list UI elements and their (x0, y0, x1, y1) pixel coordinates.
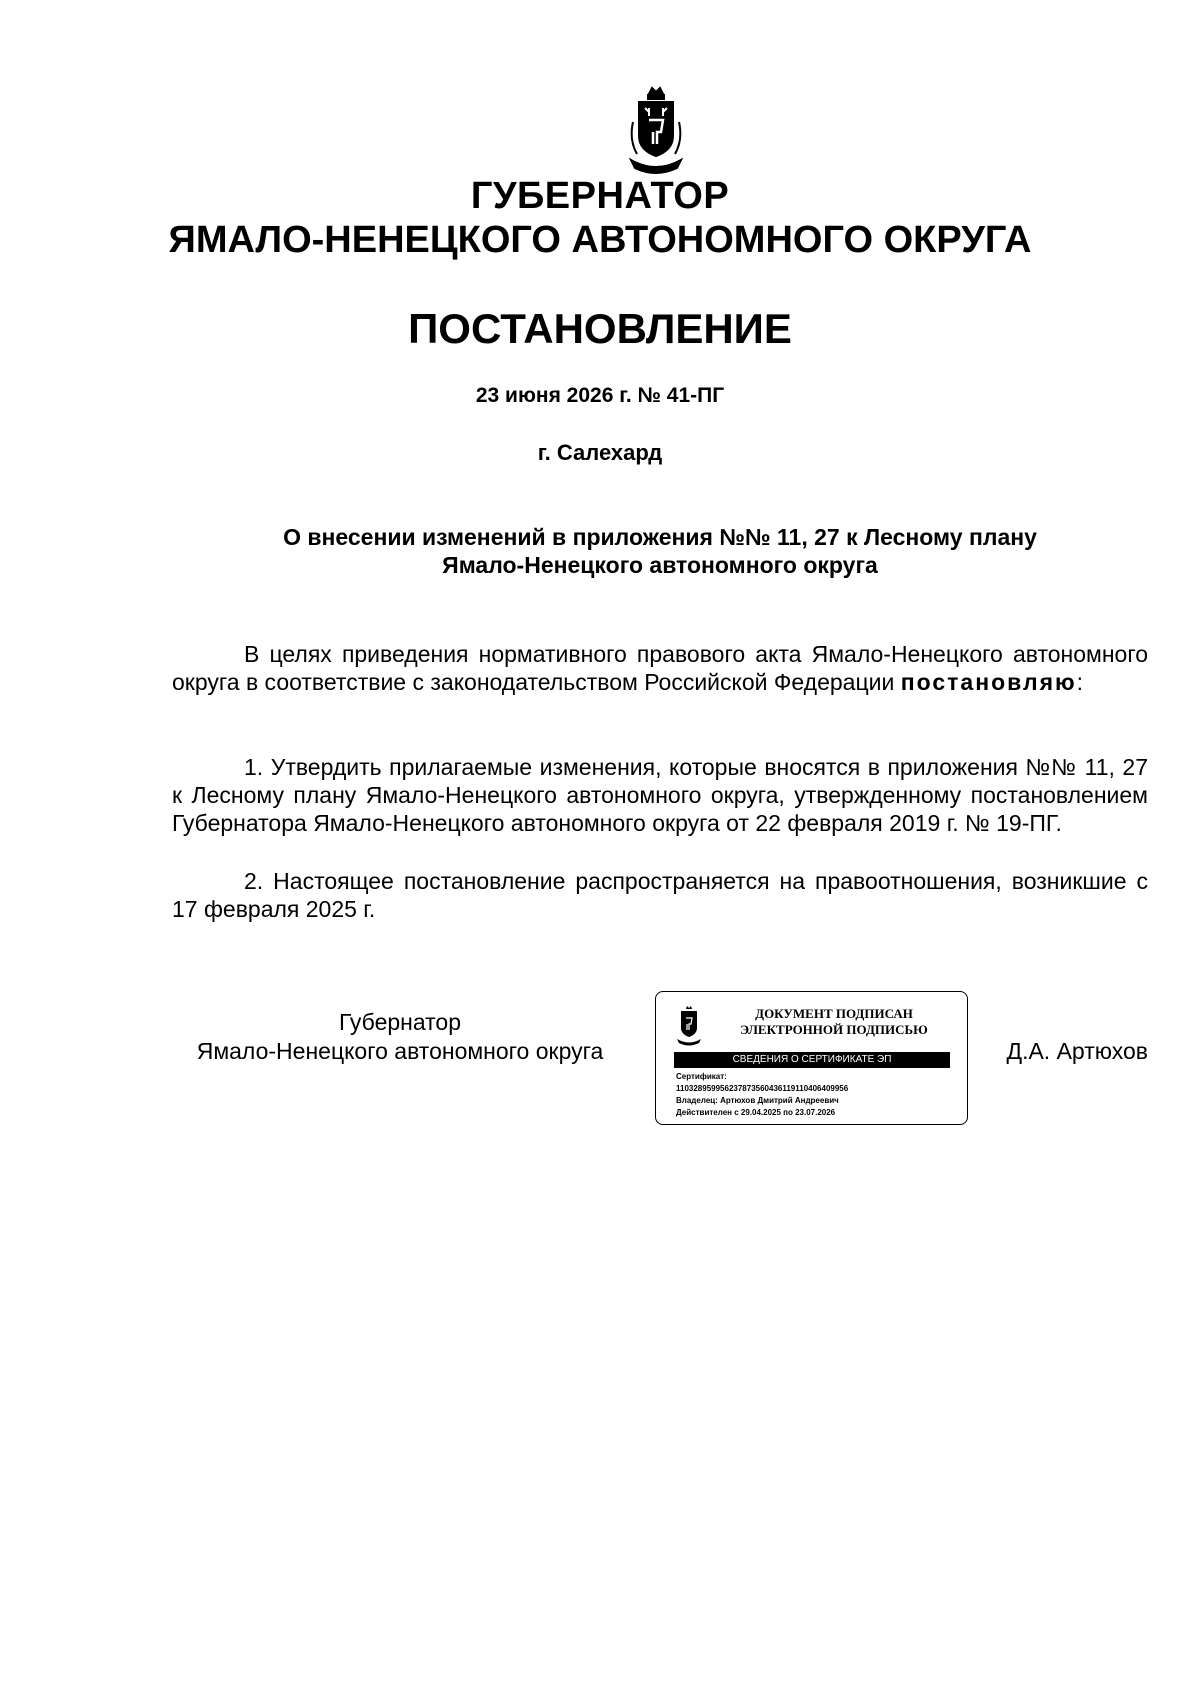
city: г. Салехард (537, 440, 663, 465)
position-line1: Губернатор (338, 1009, 462, 1035)
certificate-label: Сертификат: (676, 1072, 727, 1081)
e-signature-stamp (655, 991, 968, 1125)
paragraph-preamble (172, 640, 1148, 696)
org-name-line1: ГУБЕРНАТОР (470, 175, 730, 217)
preamble-emphasis: постановляю (900, 669, 1077, 695)
coat-of-arms-icon (627, 86, 685, 178)
document-type: ПОСТАНОВЛЕНИЕ (408, 305, 792, 352)
paragraph-item-2: 2. Настоящее постановление распространяется на правоотношения, возникшие с 17 февраля 2025 г. (172, 868, 1148, 922)
document-subject (172, 523, 1148, 579)
position-line2: Ямало-Ненецкого автономного округа (196, 1038, 604, 1064)
certificate-bar: СВЕДЕНИЯ О СЕРТИФИКАТЕ ЭП (674, 1052, 950, 1068)
preamble-text: В целях приведения нормативного правового акта Ямало-Ненецкого автономного округа в соответствие с законодательством Российской Федерации (172, 641, 1148, 695)
subject-line1: О внесении изменений в приложения №№ 11, 27 к Лесному плану (283, 524, 1037, 550)
certificate-validity: Действителен с 29.04.2025 по 23.07.2026 (676, 1108, 836, 1117)
stamp-heading-line2: ЭЛЕКТРОННОЙ ПОДПИСЬЮ (740, 1022, 928, 1037)
date-number: 23 июня 2026 г. № 41-ПГ (475, 384, 725, 407)
certificate-number: 110328959956237873560436119110406409956 (676, 1084, 849, 1093)
signatory-position (160, 1008, 640, 1066)
paragraph-item-1: 1. Утвердить прилагаемые изменения, которые вносятся в приложения №№ 11, 27 к Лесному плану Ямало-Ненецкого автономного округа, утвержденному постановлением Губернатора Ямало-Ненецкого автономного округа от 22 февраля 2019 г. № 19-ПГ. (172, 754, 1148, 836)
preamble-end: : (1076, 669, 1084, 695)
coat-of-arms-icon (676, 1006, 702, 1046)
certificate-owner: Владелец: Артюхов Дмитрий Андреевич (676, 1096, 839, 1105)
org-name-line2: ЯМАЛО-НЕНЕЦКОГО АВТОНОМНОГО ОКРУГА (168, 219, 1032, 261)
signatory-name: Д.А. Артюхов (1006, 1038, 1148, 1064)
subject-line2: Ямало-Ненецкого автономного округа (442, 552, 878, 578)
stamp-heading-line1: ДОКУМЕНТ ПОДПИСАН (755, 1006, 913, 1021)
